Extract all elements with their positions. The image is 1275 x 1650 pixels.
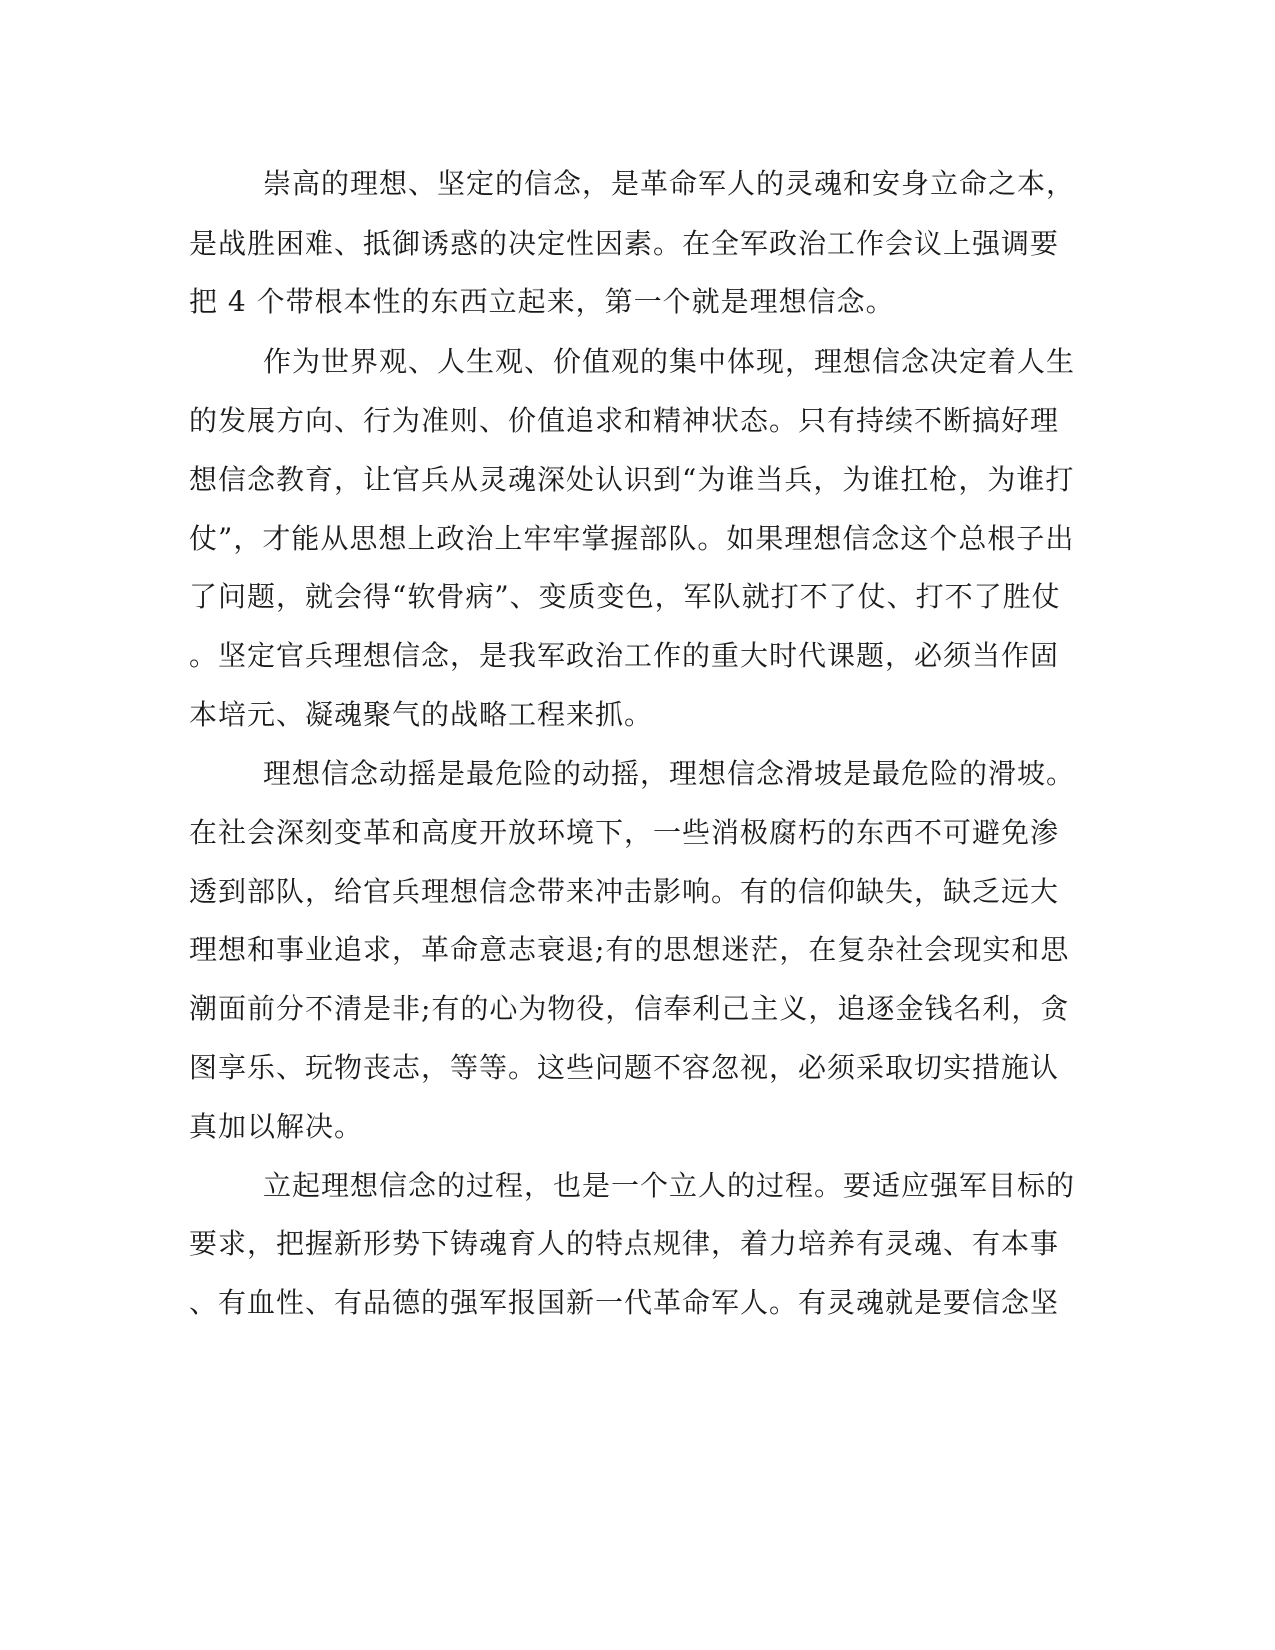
p4-line-1: 立起理想信念的过程，也是一个立人的过程。要适应强军目标的: [263, 1169, 1076, 1202]
p1-line-1: 崇高的理想、坚定的信念，是革命军人的灵魂和安身立命之本，: [263, 167, 1076, 200]
p1-line-2: 是战胜困难、抵御诱惑的决定性因素。在全军政治工作会议上强调要: [189, 227, 1060, 260]
p3-line-2: 在社会深刻变革和高度开放环境下，一些消极腐朽的东西不可避免渗: [189, 816, 1060, 849]
p1-line-3: 把 4 个带根本性的东西立起来，第一个就是理想信念。: [189, 285, 895, 318]
p3-line-4: 理想和事业追求，革命意志衰退;有的思想迷茫，在复杂社会现实和思: [189, 933, 1070, 966]
p2-line-4: 仗”，才能从思想上政治上牢牢掌握部队。如果理想信念这个总根子出: [189, 522, 1075, 555]
p2-line-2: 的发展方向、行为准则、价值追求和精神状态。只有持续不断搞好理: [189, 404, 1060, 437]
p4-line-3: 、有血性、有品德的强军报国新一代革命军人。有灵魂就是要信念坚: [189, 1286, 1060, 1319]
p3-line-5: 潮面前分不清是非;有的心为物役，信奉利己主义，追逐金钱名利，贪: [189, 992, 1070, 1025]
p2-line-7: 本培元、凝魂聚气的战略工程来抓。: [189, 698, 654, 731]
p2-line-5: 了问题，就会得“软骨病”、变质变色，军队就打不了仗、打不了胜仗: [189, 580, 1061, 613]
p2-line-6: 。坚定官兵理想信念，是我军政治工作的重大时代课题，必须当作固: [189, 639, 1060, 672]
p3-line-1: 理想信念动摇是最危险的动摇，理想信念滑坡是最危险的滑坡。: [263, 757, 1076, 790]
p2-line-3: 想信念教育，让官兵从灵魂深处认识到“为谁当兵，为谁扛枪，为谁打: [189, 463, 1075, 496]
p3-line-6: 图享乐、玩物丧志，等等。这些问题不容忽视，必须采取切实措施认: [189, 1051, 1060, 1084]
p3-line-3: 透到部队，给官兵理想信念带来冲击影响。有的信仰缺失，缺乏远大: [189, 875, 1060, 908]
p4-line-2: 要求，把握新形势下铸魂育人的特点规律，着力培养有灵魂、有本事: [189, 1227, 1060, 1260]
p3-line-7: 真加以解决。: [189, 1110, 364, 1143]
p2-line-1: 作为世界观、人生观、价值观的集中体现，理想信念决定着人生: [263, 345, 1076, 378]
